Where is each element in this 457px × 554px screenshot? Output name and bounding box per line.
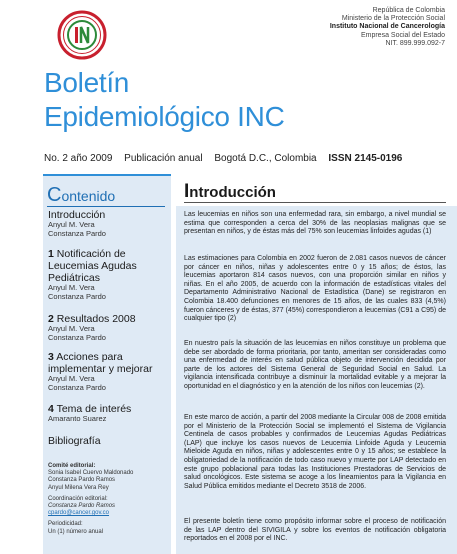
- contents-heading-rest: ontenido: [61, 188, 116, 204]
- toc-item-author: Anyul M. Vera: [48, 220, 95, 229]
- introduction-heading-rest: ntroducción: [189, 184, 276, 201]
- toc-item-introduccion[interactable]: [48, 209, 170, 238]
- issn-number: ISSN 2145-0196: [328, 153, 403, 164]
- toc-item-title: 4 Tema de interés: [48, 403, 132, 415]
- inc-logo: [57, 10, 107, 60]
- publication-frequency: Publicación anual: [124, 153, 203, 164]
- toc-item-title: Bibliografía: [48, 435, 101, 447]
- title-line-2: Epidemiológico INC: [44, 101, 285, 132]
- issue-meta-line: [44, 153, 449, 167]
- toc-item-title: 2 Resultados 2008: [48, 313, 136, 325]
- toc-item-author: Anyul M. Vera: [48, 374, 95, 383]
- intro-paragraph-3: En nuestro país la situación de las leucemias en niños constituye un problema que debe ser abordado de forma prioritaria, por tanto, ameritan ser consideradas como una enfermedad de interés en salud pública objeto de intervención decidida por parte de los actores del Sistema General de Seguridad Social en Salud. La vigilancia intensificada contribuye a disminuir la mortalidad evitable y a mejorar la oportunidad en el diagnóstico y en la atención de los niños con leucemias (2).: [184, 340, 446, 390]
- issue-number: No. 2 año 2009: [44, 153, 113, 164]
- toc-item-resultados[interactable]: [48, 313, 170, 342]
- committee-member: Anyul Milena Vera Rey: [48, 484, 109, 491]
- toc-item-author: Constanza Pardo: [48, 228, 106, 238]
- intro-paragraph-2: Las estimaciones para Colombia en 2002 fueron de 2.081 casos nuevos de cáncer por cáncer en niños, niñas y adolescentes entre 0 y 15 años; de éstos, las leucemias aportaron 814 casos nuevos, con una proporción similar en niños y niñas. En el año 2005, de acuerdo con la información de estadísticas vitales del Departamento Administrativo Nacional de Estadística (Dane) se registraron en Colombia 18.400 defunciones en menores de 15 años, de las cuales 833 (4,5%) fueron cánceres y de éstas, 377 (45%) correspondieron a leucemias (C91 a C95) de cualquier tipo (2): [184, 255, 446, 323]
- toc-item-number: 1: [48, 248, 54, 260]
- committee-member: Sonia Isabel Cuervo Maldonado: [48, 470, 134, 477]
- header-line-country: República de Colombia: [372, 7, 445, 14]
- header-line-institute: Instituto Nacional de Cancerología: [329, 23, 445, 31]
- toc-item-author: Amaranto Suarez: [48, 414, 107, 423]
- introduction-divider: [184, 202, 446, 203]
- contents-heading: [47, 184, 115, 207]
- bulletin-title: [44, 66, 444, 134]
- toc-item-author: Constanza Pardo: [48, 382, 106, 392]
- introduction-heading: [184, 181, 276, 203]
- toc-item-acciones[interactable]: [48, 351, 170, 392]
- toc-item-bibliografia[interactable]: [48, 435, 170, 447]
- contents-heading-cap: C: [47, 184, 62, 206]
- toc-item-author: Constanza Pardo: [48, 332, 106, 342]
- contents-sidebar: [43, 176, 171, 554]
- intro-paragraph-1: Las leucemias en niños son una enfermedad rara, sin embargo, a nivel mundial se estima que corresponden a cerca del 30% de las neoplasias malignas que se presentan en niños, y de éstas más del 75% son leucemias linfoides agudas (1): [184, 211, 446, 236]
- toc-item-tema-interes[interactable]: [48, 403, 170, 424]
- header-line-ministry: Ministerio de la Protección Social: [341, 15, 445, 23]
- periodicity-label: Periodicidad:: [48, 521, 83, 528]
- title-line-1: Boletín: [44, 67, 130, 98]
- toc-item-title: Introducción: [48, 209, 106, 221]
- committee-member: Constanza Pardo Ramos: [48, 477, 116, 484]
- institution-header: [215, 7, 445, 48]
- intro-paragraph-5: El presente boletín tiene como propósito informar sobre el proceso de notificación de las LAP dentro del SIVIGILA y sobre los eventos de notificación obligatoria reportados en el 2008 por el INC.: [184, 518, 446, 543]
- toc-item-title: 1 Notificación de Leucemias Agudas Pediátricas: [48, 248, 137, 284]
- contents-divider: [47, 206, 165, 207]
- periodicity-value: Un (1) número anual: [48, 528, 104, 535]
- coordination-email-link[interactable]: cpardo@cancer.gov.co: [48, 510, 110, 517]
- toc-item-author: Anyul M. Vera: [48, 324, 95, 333]
- header-line-nit: NIT. 899.999.092-7: [385, 39, 445, 47]
- toc-item-number: 4: [48, 403, 54, 415]
- publication-location: Bogotá D.C., Colombia: [214, 153, 317, 164]
- coordination-label: Coordinación editorial:: [48, 495, 108, 502]
- toc-item-title: 3 Acciones para implementar y mejorar: [48, 351, 153, 375]
- toc-item-number: 2: [48, 313, 54, 325]
- toc-item-author: Constanza Pardo: [48, 291, 106, 301]
- coordination-name: Constanza Pardo Ramos: [48, 503, 116, 510]
- toc-item-author: Anyul M. Vera: [48, 283, 95, 292]
- header-line-company: Empresa Social del Estado: [360, 31, 445, 39]
- inc-seal-icon: [57, 10, 107, 60]
- introduction-heading-cap: I: [184, 181, 190, 202]
- editorial-committee: [48, 463, 170, 536]
- toc-item-notificacion[interactable]: [48, 248, 170, 301]
- toc-item-number: 3: [48, 351, 54, 363]
- committee-label: Comité editorial:: [48, 463, 96, 469]
- intro-paragraph-4: En este marco de acción, a partir del 2008 mediante la Circular 008 de 2008 emitida por el Ministerio de la Protección Social se implementó el Sistema de Vigilancia Centinela de casos probables y confirmados de Leucemias Agudas Pediátricas (LAP) que incluye los casos nuevos de Leucemia Linfoide Aguda y Leucemia Mieloide Aguda en niños, niñas y adolescentes entre 0 y 15 años; se establece la obligatoriedad de la notificación de todo caso nuevo y muerte por LAP detectado en este grupo poblacional para todas las Instituciones Prestadoras de Servicios de salud oncológicos. Este sistema se acoge a los lineamientos para la Vigilancia en Salud Pública emitidos mediante el Decreto 3518 de 2006.: [184, 414, 446, 490]
